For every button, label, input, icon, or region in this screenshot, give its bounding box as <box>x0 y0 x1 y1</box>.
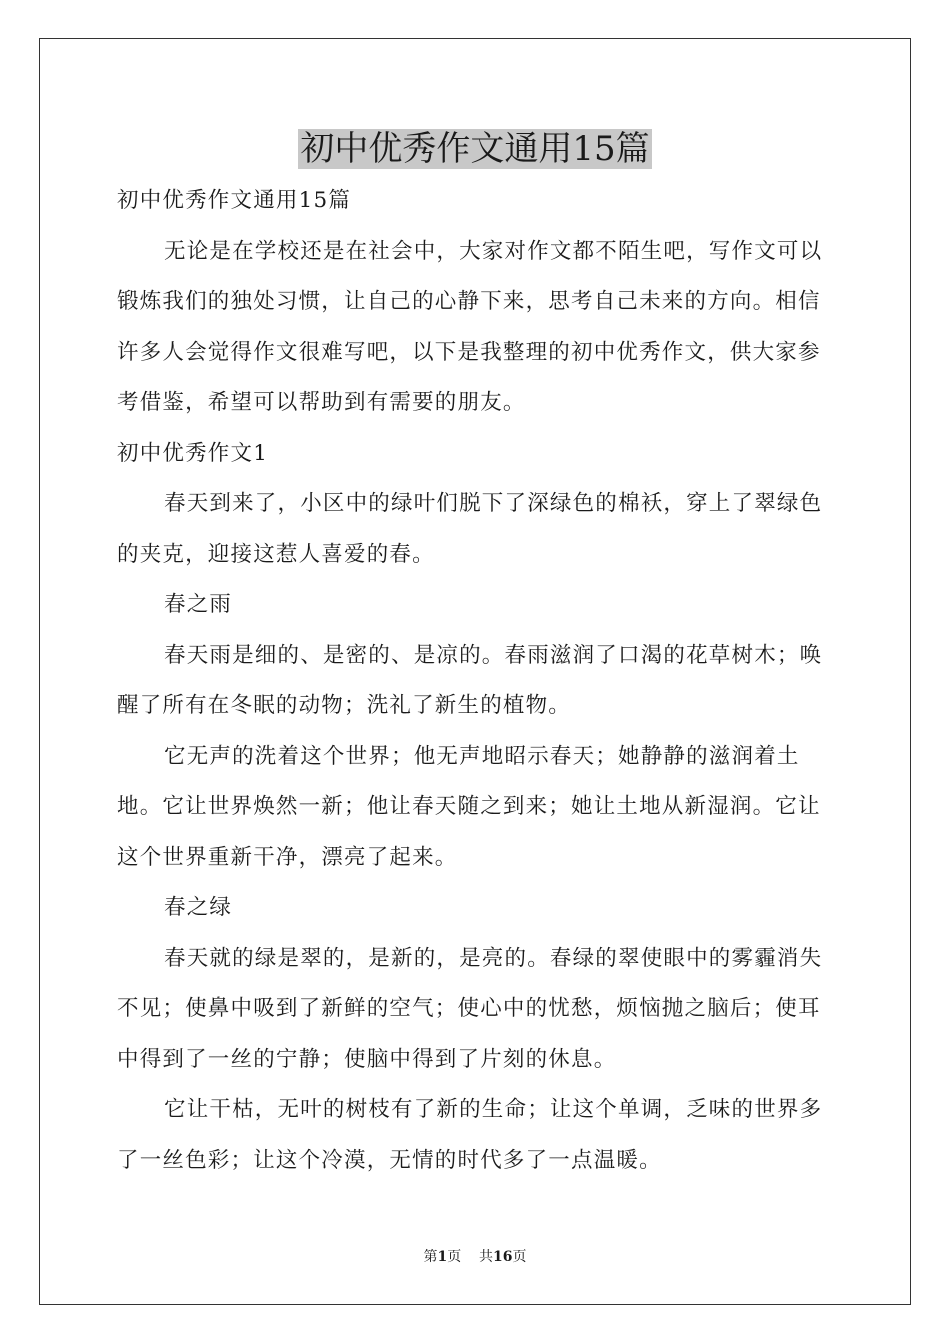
paragraph: 初中优秀作文1 <box>117 440 269 466</box>
footer-prefix: 第 <box>423 1249 438 1265</box>
paragraph: 它让干枯，无叶的树枝有了新的生命；让这个单调，乏味的世界多了一丝色彩；让这个冷漠，无情的时代多了一点温暖。 <box>117 1097 823 1173</box>
footer-mid: 页 共 <box>447 1249 494 1265</box>
page-footer <box>0 1248 950 1266</box>
paragraph: 春之雨 <box>164 592 233 617</box>
paragraph: 无论是在学校还是在社会中，大家对作文都不陌生吧，写作文可以锻炼我们的独处习惯，让自己的心静下来，思考自己未来的方向。相信许多人会觉得作文很难写吧，以下是我整理的初中优秀作文，供大家参考借鉴，希望可以帮助到有需要的朋友。 <box>117 238 823 415</box>
paragraph: 春之绿 <box>164 895 233 920</box>
paragraph: 春天雨是细的、是密的、是凉的。春雨滋润了口渴的花草树木；唤醒了所有在冬眠的动物；洗礼了新生的植物。 <box>117 642 823 718</box>
document-body <box>117 176 837 1186</box>
footer-suffix: 页 <box>512 1249 527 1265</box>
paragraph: 春天就的绿是翠的，是新的，是亮的。春绿的翠使眼中的雾霾消失不见；使鼻中吸到了新鲜的空气；使心中的忧愁，烦恼抛之脑后；使耳中得到了一丝的宁静；使脑中得到了片刻的休息。 <box>117 945 823 1072</box>
paragraph: 初中优秀作文通用15篇 <box>117 188 352 213</box>
document-title-text: 初中优秀作文通用15篇 <box>300 129 650 169</box>
document-title <box>0 126 950 172</box>
footer-total-pages: 16 <box>493 1249 513 1265</box>
footer-current-page: 1 <box>437 1249 448 1265</box>
paragraph: 它无声的洗着这个世界；他无声地昭示春天；她静静的滋润着土地。它让世界焕然一新；他让春天随之到来；她让土地从新湿润。它让这个世界重新干净，漂亮了起来。 <box>117 743 821 870</box>
paragraph: 春天到来了，小区中的绿叶们脱下了深绿色的棉袄，穿上了翠绿色的夹克，迎接这惹人喜爱的春。 <box>117 491 823 567</box>
